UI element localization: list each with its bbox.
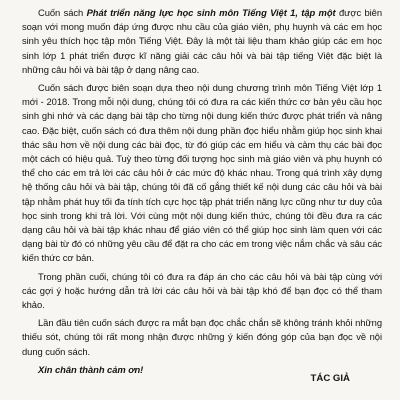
- closing-thanks: Xin chân thành cảm ơn!: [38, 363, 144, 375]
- author-signature: TÁC GIẢ: [310, 373, 350, 384]
- intro-text-rest: được biên soạn với mong muốn đáp ứng được nhu cầu của giáo viên, phụ huynh và các em học sinh yêu thích học tập môn Tiếng Việt. Đây là một tài liệu tham khảo giúp các em học sinh lớp 1 phát triển được kĩ năng giải các câu hỏi và bài tập tiếng Việt đặc biệt là những câu hỏi và bài tập ở dạng nâng cao.: [22, 7, 382, 75]
- intro-paragraph: [22, 6, 382, 77]
- answers-paragraph: Trong phần cuối, chúng tôi có đưa ra đáp án cho các câu hỏi và bài tập cùng với các gợi ý hoặc hướng dẫn trả lời các câu hỏi và bài tập khó để bạn đọc có thể tham khảo.: [22, 270, 382, 311]
- content-paragraph: Cuốn sách được biên soạn dựa theo nội dung chương trình môn Tiếng Việt lớp 1 mới - 2018. Trong mỗi nội dung, chúng tôi có đưa ra các kiến thức cơ bản yêu cầu học sinh ghi nhớ và các dạng bài tập cho từng nội dung kiến thức được phát triển và nâng cao. Đặc biệt, cuốn sách có đưa thêm nội dung phần đọc hiểu nhằm giúp học sinh khai thác sâu hơn về nội dung các bài đọc, từ đó giúp các em hiểu và cảm thụ các bài đọc một cách có hiệu quả. Tuỳ theo từng đối tượng học sinh mà giáo viên và phụ huynh có thể cho các em trả lời các câu hỏi ở các mức độ khác nhau. Trong quá trình xây dựng hệ thống câu hỏi và bài tập, chúng tôi đã cố gắng thiết kế nội dung các câu hỏi và bài tập nhằm phát huy tối đa tính tích cực học tập phát triển năng lực cũng như tư duy của học sinh trong khi trả lời. Với cùng một nội dung kiến thức, chúng tôi đều đưa ra các dạng câu hỏi và bài tập khác nhau để giáo viên có thể giúp học sinh làm quen với các dạng bài từ đó có những yêu cầu để đặt ra cho các em trong việc nắm chắc và sâu các kiến thức cơ bản.: [22, 82, 382, 264]
- intro-text-start: Cuốn sách: [38, 7, 87, 18]
- feedback-paragraph: Lần đầu tiên cuốn sách được ra mắt bạn đọc chắc chắn sẽ không tránh khỏi những thiếu sót, chúng tôi rất mong nhận được những ý kiến đóng góp của bạn đọc về nội dung cuốn sách.: [22, 317, 382, 357]
- book-title: Phát triển năng lực học sinh môn Tiếng Việt 1, tập một: [86, 7, 336, 18]
